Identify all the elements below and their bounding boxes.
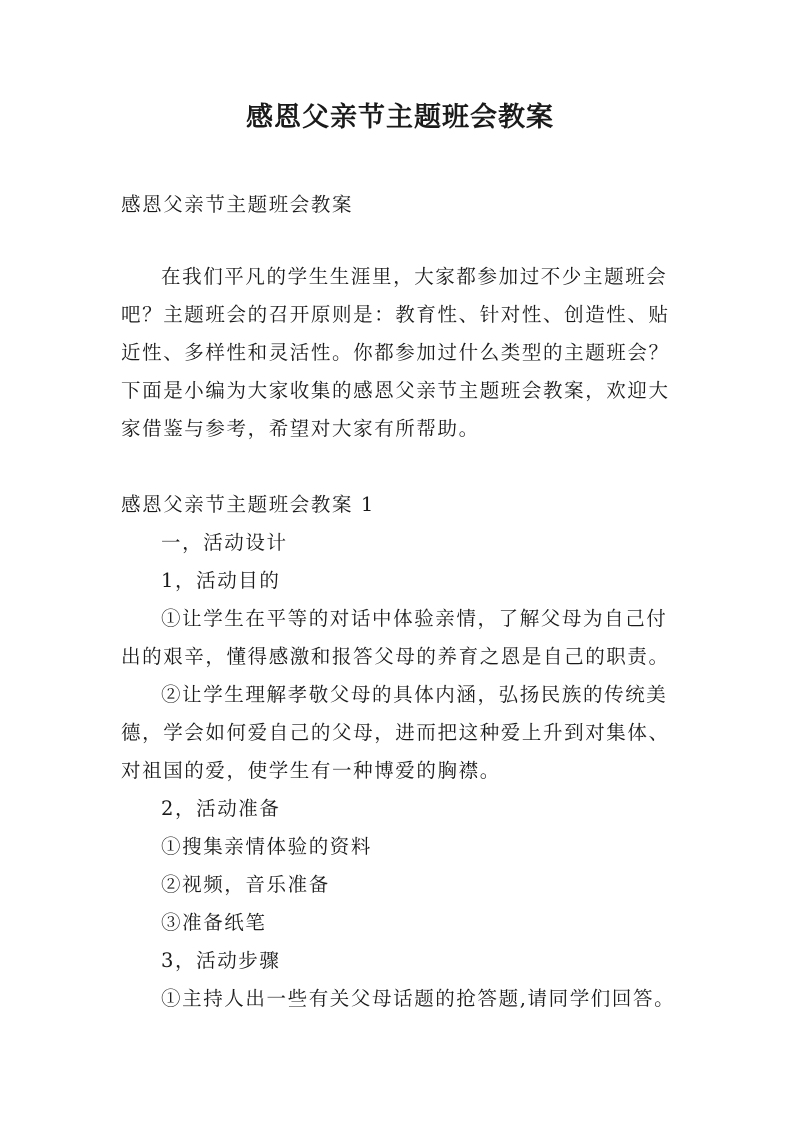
document-subtitle: 感恩父亲节主题班会教案 xyxy=(121,193,354,216)
intro-line-2: 吧？主题班会的召开原则是：教育性、针对性、创造性、贴 xyxy=(121,303,670,326)
goal-1-line-2: 出的艰辛，懂得感激和报答父母的养育之恩是自己的职责。 xyxy=(121,645,670,668)
intro-line-3: 近性、多样性和灵活性。你都参加过什么类型的主题班会？ xyxy=(121,341,670,364)
goal-2-line-1: ②让学生理解孝敬父母的具体内涵，弘扬民族的传统美 xyxy=(161,683,668,706)
heading-activity-design: 一，活动设计 xyxy=(161,531,288,554)
prep-item-3: ③准备纸笔 xyxy=(161,911,267,934)
prep-item-2: ②视频，音乐准备 xyxy=(161,873,330,896)
heading-goal: 1，活动目的 xyxy=(161,569,281,592)
goal-2-line-3: 对祖国的爱，使学生有一种博爱的胸襟。 xyxy=(121,759,501,782)
goal-2-line-2: 德，学会如何爱自己的父母，进而把这种爱上升到对集体、 xyxy=(121,721,670,744)
document-title: 感恩父亲节主题班会教案 xyxy=(246,102,554,133)
step-1: ①主持人出一些有关父母话题的抢答题,请同学们回答。 xyxy=(161,987,676,1010)
prep-item-1: ①搜集亲情体验的资料 xyxy=(161,835,373,858)
heading-prep: 2，活动准备 xyxy=(161,797,281,820)
goal-1-line-1: ①让学生在平等的对话中体验亲情，了解父母为自己付 xyxy=(161,607,668,630)
intro-line-1: 在我们平凡的学生生涯里，大家都参加过不少主题班会 xyxy=(161,265,668,288)
intro-line-5: 家借鉴与参考，希望对大家有所帮助。 xyxy=(121,417,480,440)
heading-steps: 3，活动步骤 xyxy=(161,949,281,972)
section-title: 感恩父亲节主题班会教案 1 xyxy=(121,493,375,516)
intro-line-4: 下面是小编为大家收集的感恩父亲节主题班会教案，欢迎大 xyxy=(121,379,670,402)
